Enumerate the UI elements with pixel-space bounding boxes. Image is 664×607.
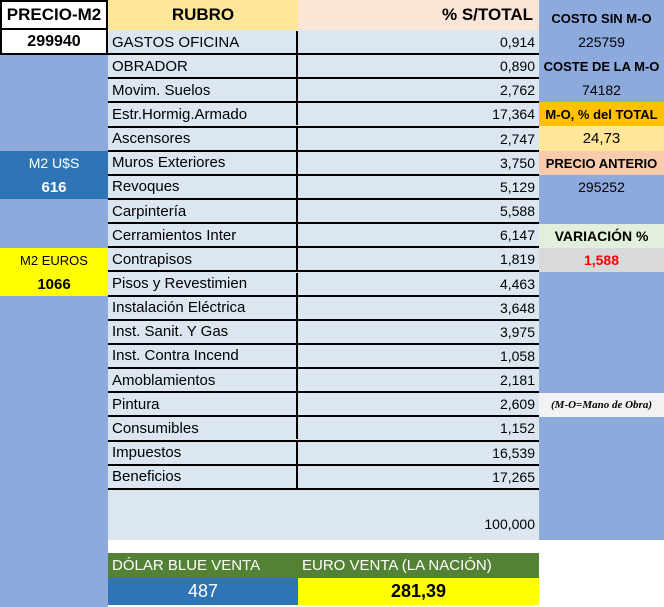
precio-anterior-label: PRECIO ANTERIO	[539, 151, 664, 175]
row-rubro: Contrapisos	[108, 248, 298, 270]
row-rubro: Consumibles	[108, 417, 298, 439]
row-rubro: OBRADOR	[108, 55, 298, 77]
costo-sin-mo-label: COSTO SIN M-O	[551, 10, 652, 26]
m2-euros-value: 1066	[0, 272, 108, 296]
row-pct: 2,747	[499, 130, 535, 147]
header-pct-total: % S/TOTAL	[298, 0, 539, 30]
row-pct: 17,265	[492, 468, 535, 485]
table-row	[108, 103, 539, 127]
row-rubro: Pisos y Revestimien	[108, 273, 298, 295]
row-pct: 1,819	[499, 251, 535, 268]
row-pct: 2,181	[499, 372, 535, 389]
row-rubro: Inst. Contra Incend	[108, 345, 298, 367]
row-pct: 16,539	[492, 444, 535, 461]
price-m2-label: PRECIO-M2	[0, 0, 108, 30]
table-row	[108, 393, 539, 417]
row-pct: 1,058	[499, 347, 535, 364]
row-pct: 3,750	[499, 154, 535, 171]
m2-euros-label: M2 EUROS	[0, 248, 108, 272]
table-row	[108, 176, 539, 200]
table-row	[108, 273, 539, 297]
coste-mo-label: COSTE DE LA M-O	[543, 58, 660, 74]
row-rubro: Cerramientos Inter	[108, 224, 298, 246]
row-pct: 6,147	[499, 227, 535, 244]
table-row	[108, 369, 539, 393]
row-pct: 17,364	[492, 106, 535, 123]
variacion-value: 1,588	[539, 248, 664, 272]
row-rubro: Inst. Sanit. Y Gas	[108, 321, 298, 343]
variacion-label: VARIACIÓN %	[539, 224, 664, 248]
mo-pct-label: M-O, % del TOTAL	[539, 102, 664, 126]
price-m2-value: 299940	[0, 30, 108, 55]
row-pct: 0,890	[499, 58, 535, 75]
row-pct: 2,762	[499, 82, 535, 99]
row-rubro: Movim. Suelos	[108, 79, 298, 101]
table-row	[108, 442, 539, 466]
row-pct: 3,975	[499, 323, 535, 340]
dolar-blue-value: 487	[108, 578, 298, 605]
m2-usd-value: 616	[0, 175, 108, 199]
row-rubro: Beneficios	[108, 466, 298, 488]
table-row	[108, 345, 539, 369]
row-rubro: Pintura	[108, 393, 298, 415]
table-row	[108, 200, 539, 224]
row-pct: 5,129	[499, 178, 535, 195]
row-pct: 5,588	[499, 203, 535, 220]
table-row	[108, 79, 539, 103]
row-pct: 2,609	[499, 396, 535, 413]
table-row	[108, 466, 539, 490]
mo-pct-value: 24,73	[539, 126, 664, 151]
euro-venta-value: 281,39	[298, 578, 539, 605]
row-pct: 1,152	[499, 420, 535, 437]
table-row	[108, 128, 539, 152]
row-rubro: Ascensores	[108, 128, 298, 150]
table-row	[108, 321, 539, 345]
coste-mo-value: 74182	[582, 82, 621, 98]
row-pct: 3,648	[499, 299, 535, 316]
row-rubro: Amoblamientos	[108, 369, 298, 391]
row-rubro: GASTOS OFICINA	[108, 31, 298, 53]
row-rubro: Impuestos	[108, 442, 298, 464]
left-column	[0, 0, 108, 607]
table-row	[108, 248, 539, 272]
m2-usd-label: M2 U$S	[0, 151, 108, 175]
costo-sin-mo-value: 225759	[578, 34, 625, 50]
precio-anterior-value: 295252	[578, 179, 625, 195]
dolar-blue-label: DÓLAR BLUE VENTA	[108, 553, 298, 578]
row-rubro: Muros Exteriores	[108, 152, 298, 174]
mo-note: (M-O=Mano de Obra)	[539, 393, 664, 417]
table-row	[108, 297, 539, 321]
table-row	[108, 31, 539, 55]
table-row	[108, 417, 539, 441]
row-rubro: Carpintería	[108, 200, 298, 222]
row-pct: 4,463	[499, 275, 535, 292]
table-row	[108, 224, 539, 248]
total-value: 100,000	[484, 516, 535, 532]
table-row	[108, 152, 539, 176]
row-rubro: Instalación Eléctrica	[108, 297, 298, 319]
table-row	[108, 55, 539, 79]
euro-venta-label: EURO VENTA (LA NACIÓN)	[298, 553, 539, 578]
row-rubro: Estr.Hormig.Armado	[108, 103, 298, 125]
row-rubro: Revoques	[108, 176, 298, 198]
row-pct: 0,914	[499, 34, 535, 50]
header-rubro: RUBRO	[108, 0, 298, 30]
